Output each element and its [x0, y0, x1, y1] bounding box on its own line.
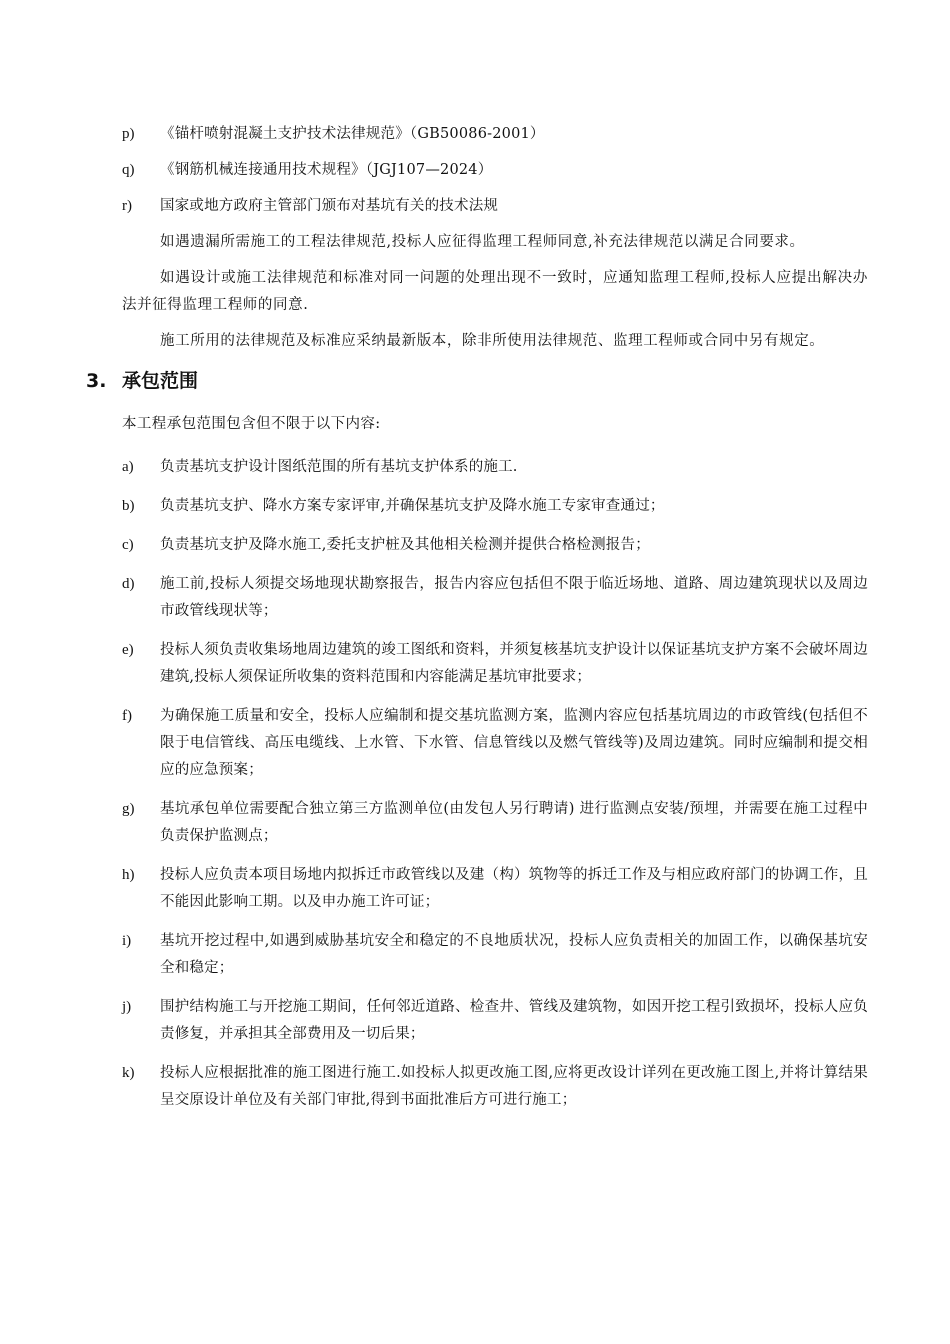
- list-marker: p): [122, 126, 135, 142]
- list-text: 投标人应负责本项目场地内拟拆迁市政管线以及建（构）筑物等的拆迁工作及与相应政府部门的协调工作，且不能因此影响工期。以及申办施工许可证；: [160, 867, 868, 910]
- list-text: 负责基坑支护、降水方案专家评审,并确保基坑支护及降水施工专家审查通过；: [160, 498, 665, 514]
- list-marker: q): [122, 162, 135, 178]
- list-item: [122, 532, 868, 559]
- list-text: 《钢筋机械连接通用技术规程》（JGJ107—2024）: [160, 162, 493, 178]
- list-text: 负责基坑支护及降水施工,委托支护桩及其他相关检测并提供合格检测报告；: [160, 537, 650, 553]
- document-content: [86, 121, 868, 1126]
- list-item: [122, 157, 868, 184]
- list-text: 基坑开挖过程中,如遇到威胁基坑安全和稳定的不良地质状况，投标人应负责相关的加固工作，以确保基坑安全和稳定；: [160, 933, 868, 976]
- list-marker: k): [122, 1065, 135, 1081]
- standards-list: [122, 121, 868, 220]
- paragraph: 如遇遗漏所需施工的工程法律规范,投标人应征得监理工程师同意,补充法律规范以满足合同要求。: [160, 234, 805, 250]
- list-marker: e): [122, 642, 134, 658]
- list-text: 投标人应根据批准的施工图进行施工.如投标人拟更改施工图,应将更改设计详列在更改施工图上,并将计算结果呈交原设计单位及有关部门审批,得到书面批准后方可进行施工；: [160, 1065, 868, 1108]
- list-item: [122, 862, 868, 916]
- list-text: 围护结构施工与开挖施工期间，任何邻近道路、检查井、管线及建筑物，如因开挖工程引致损坏，投标人应负责修复，并承担其全部费用及一切后果；: [160, 999, 868, 1042]
- list-item: [122, 637, 868, 691]
- list-text: 投标人须负责收集场地周边建筑的竣工图纸和资料，并须复核基坑支护设计以保证基坑支护方案不会破坏周边建筑,投标人须保证所收集的资料范围和内容能满足基坑审批要求；: [160, 642, 868, 685]
- list-item: [122, 571, 868, 625]
- list-marker: d): [122, 576, 135, 592]
- list-text: 国家或地方政府主管部门颁布对基坑有关的技术法规: [160, 198, 499, 214]
- list-text: 负责基坑支护设计图纸范围的所有基坑支护体系的施工.: [160, 459, 518, 475]
- list-marker: j): [122, 999, 132, 1015]
- list-item: [122, 994, 868, 1048]
- paragraph: 如遇设计或施工法律规范和标准对同一问题的处理出现不一致时，应通知监理工程师,投标人应提出解决办法并征得监理工程师的同意.: [122, 270, 868, 313]
- section-title: 承包范围: [122, 370, 199, 392]
- list-marker: c): [122, 537, 134, 553]
- list-text: 施工前,投标人须提交场地现状勘察报告，报告内容应包括但不限于临近场地、道路、周边建筑现状以及周边市政管线现状等；: [160, 576, 868, 619]
- list-marker: r): [122, 198, 132, 214]
- list-item: [122, 493, 868, 520]
- list-item: [122, 454, 868, 481]
- list-item: [122, 928, 868, 982]
- list-marker: i): [122, 933, 132, 949]
- section-heading: [86, 367, 868, 395]
- list-item: [122, 121, 868, 148]
- list-item: [122, 703, 868, 784]
- list-text: 《锚杆喷射混凝土支护技术法律规范》（GB50086-2001）: [160, 126, 545, 142]
- list-text: 基坑承包单位需要配合独立第三方监测单位(由发包人另行聘请) 进行监测点安装/预埋，并需要在施工过程中负责保护监测点；: [160, 801, 868, 844]
- list-item: [122, 796, 868, 850]
- list-marker: h): [122, 867, 135, 883]
- list-marker: f): [122, 708, 132, 724]
- list-marker: a): [122, 459, 134, 475]
- list-item: [122, 193, 868, 220]
- list-item: [122, 1060, 868, 1114]
- section-intro: 本工程承包范围包含但不限于以下内容:: [122, 416, 381, 432]
- list-marker: g): [122, 801, 135, 817]
- list-marker: b): [122, 498, 135, 514]
- scope-list: [122, 454, 868, 1114]
- paragraph: 施工所用的法律规范及标准应采纳最新版本，除非所使用法律规范、监理工程师或合同中另有规定。: [160, 333, 825, 349]
- section-number: 3.: [86, 370, 107, 392]
- list-text: 为确保施工质量和安全，投标人应编制和提交基坑监测方案，监测内容应包括基坑周边的市政管线(包括但不限于电信管线、高压电缆线、上水管、下水管、信息管线以及燃气管线等)及周边建筑。同时应编制和提交相应的应急预案；: [160, 708, 868, 778]
